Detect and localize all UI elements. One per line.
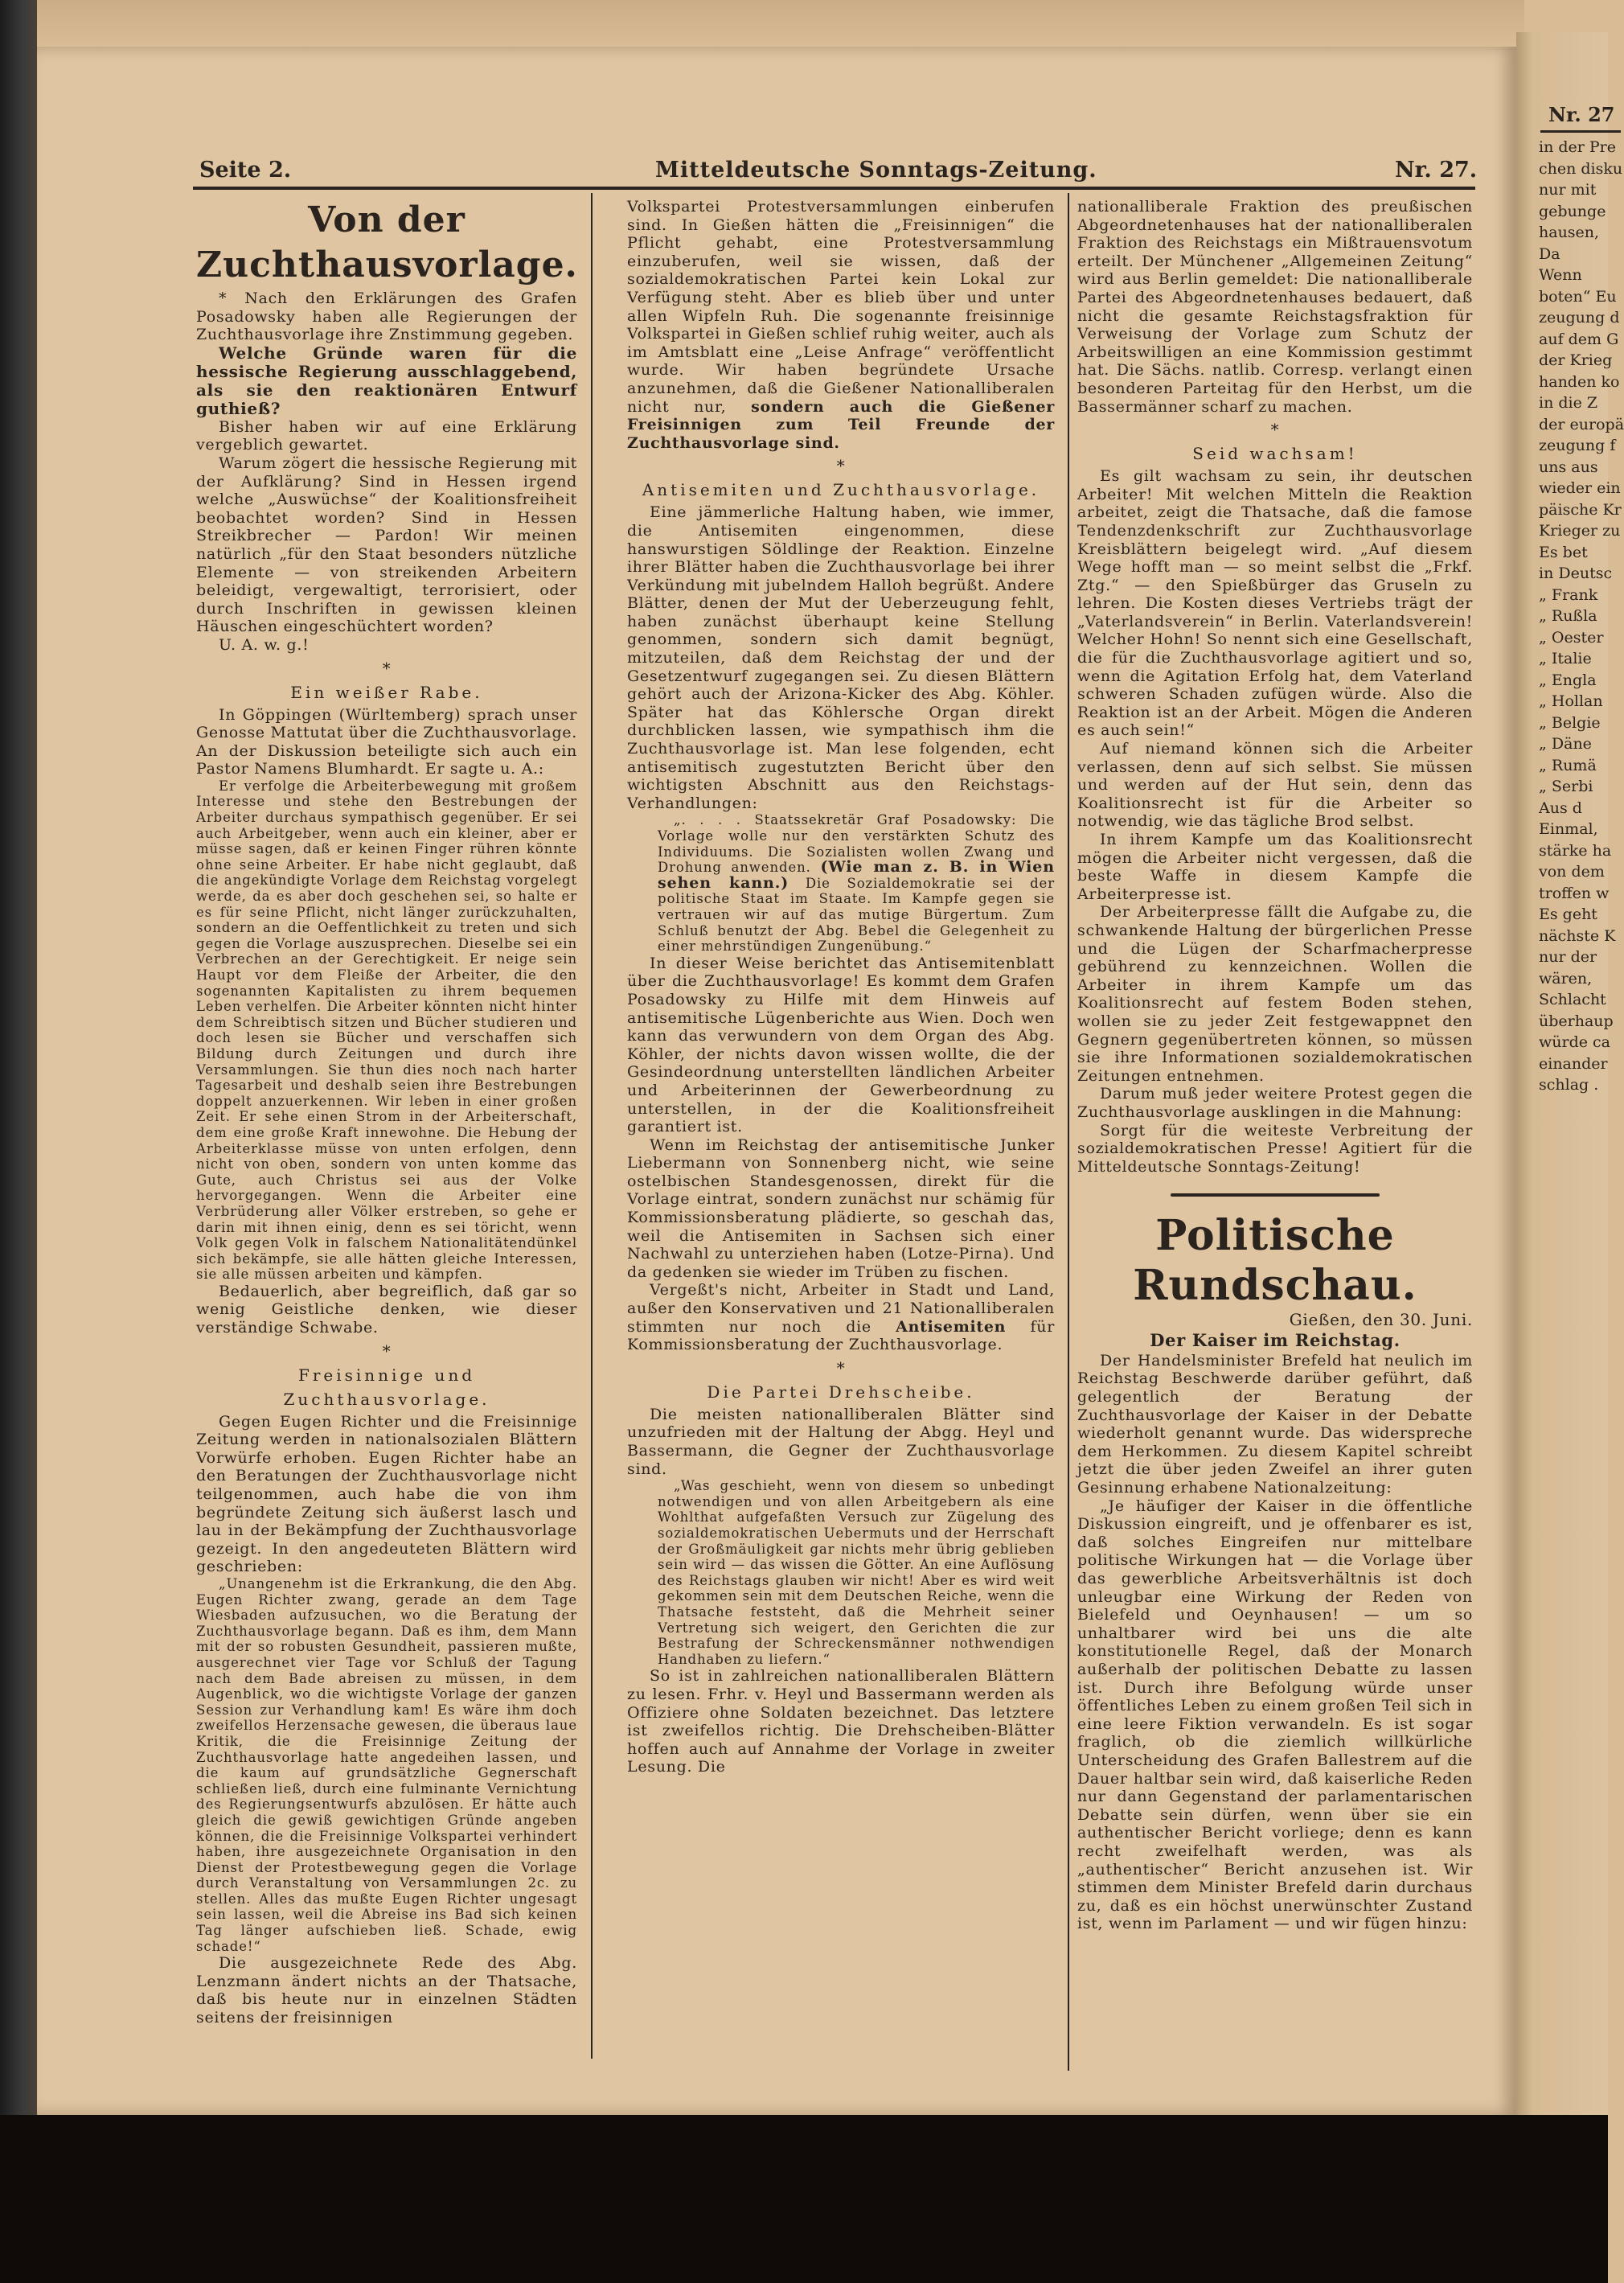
next-page-line: Es bet (1539, 543, 1588, 561)
paragraph-continued (627, 198, 1055, 452)
paragraph: In dieser Weise berichtet das Antisemitenblatt über die Zuchthausvorlage! Es kommt dem Grafen Posadowsky zu Hilfe mit dem Hinweis auf antisemitische Lügenberichte aus Wien. Doch wen kann das verwundern von dem Organ des Abg. Köhler, der nichts davon wissen wollte, die der Gesindeordnung unterstellten ländlichen Arbeiter und Arbeiterinnen der Gewerbeordnung zu unterstellen, in der die Koalitionsfreiheit garantiert ist. (627, 954, 1055, 1136)
next-page-line: troffen w (1539, 884, 1610, 902)
next-page-line: „ Frank (1539, 585, 1598, 604)
next-page-text (1539, 137, 1624, 1096)
paragraph: Warum zögert die hessische Regierung mit der Aufklärung? Sind in Hessen irgend welche „Auswüchse“ der Koalitionsfreiheit beobachtet worden? Sind in Hessen Streikbrecher — Pardon! Wir meinen natürlich „für den Staat besonders nützliche Elemente — von streikenden Arbeitern beleidigt, vergewaltigt, terrorisiert, oder durch Inschriften in gewissen kleinen Häuschen eingeschüchtert worden? (196, 454, 577, 636)
next-page-line: der Krieg (1539, 351, 1613, 369)
next-page-line: „ Serbi (1539, 778, 1593, 795)
next-page-line: nur mit (1539, 181, 1597, 199)
paragraph: Eine jämmerliche Haltung haben, wie immer, die Antisemiten eingenommen, diese hanswurstigen Söldlinge der Reaktion. Einzelne ihrer Blätter haben die Zuchthausvorlage bei ihrer Verkündung mit jubelndem Halloh begrüßt. Andere Blätter, denen der Mut der Ueberzeugung fehlt, haben zunächst überhaupt keine Stellung genommen, sondern sich damit begnügt, mitzuteilen, daß dem Reichstag der und der Gesetzentwurf zugegangen sei. Zu diesen Blättern gehört auch der Arizona-Kicker des Abg. Köhler. Später hat das Köhlersche Organ direkt durchblicken lassen, wie sympathisch ihm die Zuchthausvorlage ist. Man lese folgenden, echt antisemitisch zugestutzten Bericht über den wichtigsten Abschnitt aus den Reichstags-Verhandlungen: (627, 503, 1055, 812)
book-binding (0, 0, 37, 2283)
next-page-line: „ Däne (1539, 735, 1592, 753)
quoted-text (627, 812, 1055, 954)
next-page-line: in der Pre (1539, 138, 1616, 156)
next-page-line: Es geht (1539, 905, 1597, 923)
next-page-line: „ Oester (1539, 628, 1604, 647)
column-divider (1068, 193, 1069, 2071)
next-page-line: Schlacht (1539, 991, 1606, 1008)
paragraph: Wenn im Reichstag der antisemitische Junker Liebermann von Sonnenberg nicht, wie seine ostelbischen Standesgenossen, direkt für die Vorlage eintrat, sondern zunächst nur schämig für Kommissionsberatung plädierte, so geschah das, weil die Antisemiten in Sachsen sich einer Nachwahl zu unterziehen haben (Lotze-Pirna). Und da gedenken sie wieder im Trüben zu fischen. (627, 1135, 1055, 1281)
next-page-line: „ Engla (1539, 671, 1597, 689)
next-page-rule (1540, 130, 1621, 133)
next-page-line: von dem (1539, 863, 1605, 881)
page-top-edge (37, 0, 1524, 47)
next-page-line: handen ko (1539, 372, 1620, 391)
next-page-issue: Nr. 27 (1548, 103, 1615, 126)
next-page-line: einander (1539, 1054, 1608, 1073)
next-page-line: zeugung f (1539, 437, 1616, 454)
next-page-line: „ Hollan (1539, 692, 1603, 710)
column-divider (591, 193, 593, 2059)
next-page-line: chen disku (1539, 159, 1623, 178)
paragraph: Auf niemand können sich die Arbeiter verlassen, denn auf sich selbst. Sie müssen und werden auf der Hut sein, denn das Koalitionsrecht ist für die Arbeiter so notwendig, wie das tägliche Brod selbst. (1077, 740, 1473, 831)
page-number: Seite 2. (199, 158, 292, 183)
next-page-line: „ Italie (1539, 650, 1592, 667)
column-1 (196, 198, 577, 2047)
text: Die Sozialdemokratie sei der politische Staat im Staate. Im Kampfe gegen sie vertrauen wir auf das mutige Bürgertum. Zum Schluß benutzt der Abg. Bebel die Gelegenheit zu einer mehrstündigen Zungenübung.“ (658, 875, 1055, 955)
next-page-edge (1516, 32, 1624, 2115)
paragraph: „Je häufiger der Kaiser in die öffentliche Diskussion eingreift, und je offenbarer es ist, daß solches Eingreifen nur mittelbare politische Wirkungen hat — die Vorlage über das gewerbliche Arbeitsverhältnis ist doch unleugbar eine Wirkung der Reden von Bielefeld und Oeynhausen! — um so unhaltbarer wird bei uns die alte konstitutionelle Regel, daß der Monarch außerhalb der politischen Debatte zu lassen ist. Durch ihre Befolgung würde unser öffentliches Leben zu einem großen Teil sich in eine leere Fiktion verwandeln. Es ist sogar fraglich, ob die ziemlich willkürliche Unterscheidung des Grafen Ballestrem auf die Dauer haltbar sein wird, daß kaiserliche Reden nur dann Gegenstand der parlamentarischen Debatte sein dürfen, wenn über sie ein authentischer Bericht vorliege; denn es kann recht zweifelhaft werden, was als „authentischer“ Bericht anzusehen ist. Wir stimmen dem Minister Brefeld darin durchaus zu, daß es ein höchst unerwünschter Zustand ist, wenn im Parlament — und wir fügen hinzu: (1077, 1497, 1473, 1933)
section-separator: * (1270, 420, 1280, 440)
section-headline: Politische Rundschau. (1133, 1211, 1417, 1311)
paragraph: Bisher haben wir auf eine Erklärung vergeblich gewartet. (196, 417, 577, 454)
next-page-line: nur der (1539, 948, 1597, 966)
issue-number: Nr. 27. (1395, 158, 1478, 183)
column-2 (627, 198, 1055, 2112)
column-3 (1077, 198, 1473, 2113)
section-title: Seid wachsam! (1192, 444, 1358, 464)
paragraph: Bedauerlich, aber begreiflich, daß gar so wenig Geistliche denken, wie dieser verständige Schwabe. (196, 1282, 577, 1337)
paragraph: Gegen Eugen Richter und die Freisinnige Zeitung werden in nationalsozialen Blättern Vorwürfe erhoben. Eugen Richter habe an den Beratungen der Zuchthausvorlage nicht teilgenommen, auch habe die von ihm begründete Zeitung sich äußerst lasch und lau in der Bekämpfung der Zuchthausvorlage gezeigt. In den angedeuteten Blättern wird geschrieben: (196, 1412, 577, 1576)
section-title: Freisinnige und Zuchthausvorlage. (283, 1365, 490, 1409)
paragraph: In ihrem Kampfe um das Koalitionsrecht mögen die Arbeiter nicht vergessen, daß die beste Waffe in diesem Kampfe die Arbeiterpresse ist. (1077, 831, 1473, 903)
emphasis: Antisemiten (896, 1317, 1007, 1336)
section-rule (1171, 1193, 1380, 1197)
section-separator: * (836, 456, 846, 476)
next-page-line: uns aus (1539, 458, 1598, 476)
next-page-line: in die Z (1539, 394, 1598, 412)
quoted-text: „Was geschieht, wenn von diesem so unbedingt notwendigen und von allen Arbeitgebern als eine Wohlthat aufgefaßten Versuch zur Zügelung des sozialdemokratischen Uebermuts und der Herrschaft der Großmäuligkeit gar nichts mehr übrig geblieben sein wird — das wissen die Götter. An eine Auflösung des Reichstags glauben wir nicht! Aber es wird weit gekommen sein mit dem Deutschen Reiche, wenn die Thatsache feststeht, daß die Mehrheit seiner Vertretung sich weigert, den Gerichten die zur Bestrafung der Schreckensmänner nothwendigen Handhaben zu liefern.“ (658, 1478, 1055, 1667)
article-question: Welche Gründe waren für die hessische Regierung ausschlaggebend, als sie den reaktionären Entwurf guthieß? (196, 343, 577, 418)
next-page-line: Einmal, (1539, 820, 1598, 838)
text: „. . . . Staatssekretär Graf Posadowsky: Die Vorlage wolle nur den verstärkten Schutz des Individuums. Die Sozialisten wollen Zwang und Drohung anwenden. (658, 812, 1055, 876)
scan-background (0, 2115, 1608, 2283)
section-title: Antisemiten und Zuchthausvorlage. (642, 480, 1040, 500)
paragraph: Die meisten nationalliberalen Blätter sind unzufrieden mit der Haltung der Abgg. Heyl und Bassermann, die Gegner der Zuchthausvorlage sind. (627, 1405, 1055, 1478)
next-page-line: wären, (1539, 969, 1593, 988)
next-page-line: schlag . (1539, 1076, 1599, 1094)
paragraph: Die ausgezeichnete Rede des Abg. Lenzmann ändert nichts an der Thatsache, daß bis heute nur in einzelnen Städten seitens der freisinnigen (196, 1954, 577, 2027)
next-page-line: hausen, (1539, 224, 1600, 241)
next-page-line: „ Belgie (1539, 713, 1601, 732)
sign-off: U. A. w. g.! (219, 635, 310, 654)
next-page-line: päische Kr (1539, 500, 1622, 519)
paragraph-continued: nationalliberale Fraktion des preußischen Abgeordnetenhauses hat der nationalliberalen Fraktion des Reichstags ein Mißtrauensvotum erteilt. Der Münchener „Allgemeinen Zeitung“ wird aus Berlin gemeldet: Die nationalliberale Partei des Abgeordnetenhauses bedauert, daß nicht die gesamte Reichstagsfraktion für Verweisung der Vorlage zum Schutz der Arbeitswilligen an eine Kommission gestimmt hat. Die Sächs. natlib. Corresp. verlangt einen besonderen Parteitag für den Herbst, um die Bassermänner scharf zu machen. (1077, 198, 1473, 416)
paragraph: Es gilt wachsam zu sein, ihr deutschen Arbeiter! Mit welchen Mitteln die Reaktion arbeitet, zeigt die Thatsache, daß die famose Tendenzdenkschrift zur Zuchthausvorlage Kreisblättern beigelegt wird. „Auf diesem Wege hofft man — so meint selbst die „Frkf. Ztg.“ — den Spießbürger das Gruseln zu lehren. Die Kosten dieses Vertriebs trägt der „Vaterlandsverein“ in Berlin. Vaterlandsverein! Welcher Hohn! So nennt sich eine Gesellschaft, die für die Zuchthausvorlage agitiert und so, wenn die Agitation Erfolg hat, dem Vaterland schweren Schaden zufügen würde. Also die Reaktion ist an der Arbeit. Mögen die Anderen es auch sein!“ (1077, 467, 1473, 740)
section-separator: * (382, 1341, 392, 1361)
next-page-line: boten“ Eu (1539, 287, 1617, 306)
paragraph (627, 1281, 1055, 1353)
section-title: Ein weißer Rabe. (290, 682, 483, 702)
paragraph: In Göppingen (Würltemberg) sprach unser Genosse Mattutat über die Zuchthausvorlage. An der Diskussion beteiligte sich auch ein Pastor Namens Blumhardt. Er sagte u. A.: (196, 705, 577, 778)
newspaper-title: Mitteldeutsche Sonntags-Zeitung. (655, 158, 1097, 183)
emphasis: (Wie man z. B. in Wien sehen kann.) (658, 858, 1055, 892)
text: Vergeßt's nicht, Arbeiter in Stadt und Land, außer den Konservativen und 21 Nationalliberalen stimmten nur noch die (627, 1281, 1055, 1336)
text: für Kommissionsberatung der Zuchthausvorlage. (627, 1317, 1055, 1354)
dateline: Gießen, den 30. Juni. (1289, 1310, 1473, 1330)
next-page-line: „ Rumä (1539, 756, 1597, 774)
next-page-line: in Deutsc (1539, 565, 1613, 582)
header-rule (193, 187, 1475, 190)
section-separator: * (836, 1357, 846, 1378)
next-page-line: der europä (1539, 415, 1624, 433)
next-page-line: Krieger zu (1539, 522, 1621, 540)
paragraph: Darum muß jeder weitere Protest gegen die Zuchthausvorlage ausklingen in die Mahnung: (1077, 1085, 1473, 1121)
article-title: Der Kaiser im Reichstag. (1150, 1329, 1400, 1350)
next-page-line: zeugung d (1539, 309, 1620, 326)
paragraph: So ist in zahlreichen nationalliberalen Blättern zu lesen. Frhr. v. Heyl und Bassermann werden als Offiziere ohne Soldaten bezeichnet. Das letztere ist zweifellos richtig. Die Drehscheiben-Blätter hoffen auch auf Annahme der Vorlage in zweiter Lesung. Die (627, 1667, 1055, 1776)
article-headline: Von der Zuchthausvorlage. (196, 199, 578, 285)
paragraph: Der Arbeiterpresse fällt die Aufgabe zu, die schwankende Haltung der bürgerlichen Presse und die Lügen der Scharfmacherpresse gebührend zu kennzeichnen. Wollen die Arbeiter in ihrem Kampfe um das Koalitionsrecht auf festem Boden stehen, wollen sie zu jeder Zeit festgewappnet den Gegnern gegenübertreten können, so müssen sie ihre Informationen sozialdemokratischen Zeitungen entnehmen. (1077, 903, 1473, 1085)
next-page-line: nächste K (1539, 926, 1616, 945)
text: Volkspartei Protestversammlungen einberufen sind. In Gießen hätten die „Freisinnigen“ die Pflicht gehabt, eine Protestversammlung einzuberufen, weil sie wissen, daß der sozialdemokratischen Partei kein Lokal zur Verfügung steht. Aber es blieb über und unter allen Wipfeln Ruh. Die sogenannte freisinnige Volkspartei in Gießen schlief ruhig weiter, auch als im Amtsblatt eine „Leise Anfrage“ veröffentlicht wurde. Wir haben begründete Ursache anzunehmen, daß die Gießener Nationalliberalen nicht nur, (627, 198, 1055, 416)
section-title: Die Partei Drehscheibe. (707, 1382, 975, 1402)
next-page-line: Da (1539, 244, 1560, 263)
next-page-line: überhaup (1539, 1012, 1614, 1030)
quoted-speech: Er verfolge die Arbeiterbewegung mit großem Interesse und stehe den Bestrebungen der Arbeiter durchaus sympathisch gegenüber. Er sei auch Arbeitgeber, wenn auch ein kleiner, aber er müsse sagen, daß er keinen Finger rühren könnte ohne seine Arbeiter. Er habe nicht geglaubt, daß die angekündigte Vorlage dem Reichstag vorgelegt werde, da es aber doch geschehen sei, so halte er es für seine Pflicht, nicht länger zurückzuhalten, sondern an die Oeffentlichkeit zu treten und sich gegen die Vorlage auszusprechen. Dieselbe sei ein Verbrechen an der Gerechtigkeit. Er neige sein Haupt vor dem Fleiße der Arbeiter, die den sogenannten Kapitalisten zu ihrem bequemen Leben verhelfen. Die Arbeiter könnten nicht hinter dem Schreibtisch sitzen und Bücher studieren und doch lesen sie Bücher und verschaffen sich Bildung durch Zeitungen und durch ihre Versammlungen. Sie thun dies noch nach harter Tagesarbeit und deshalb seien ihre Bestrebungen doppelt anzuerkennen. Wir leben in einer großen Zeit. Er sehe einen Strom in der Arbeiterschaft, dem eine große Kraft innewohne. Die Hebung der Arbeiterklasse müsse von unten erfolgen, denn nicht von oben, sondern von unten komme das Gute, auch Christus sei aus der Volke hervorgegangen. Wenn die Arbeiter eine Verbrüderung aller Völker erstreben, so gehe er darin mit ihnen einig, denn es sei töricht, wenn Volk gegen Volk in falschem Nationalitätendünkel sich bekämpfe, sie alle hätten gleiche Interessen, sie alle müssen arbeiten und kämpfen. (196, 778, 577, 1283)
next-page-line: auf dem G (1539, 330, 1619, 348)
next-page-line: gebunge (1539, 202, 1606, 220)
next-page-line: würde ca (1539, 1033, 1610, 1051)
emphasis: sondern auch die Gießener Freisinnigen zum Teil Freunde der Zuchthausvorlage sind. (627, 397, 1055, 452)
quoted-text: „Unangenehm ist die Erkrankung, die den Abg. Eugen Richter zwang, gerade an dem Tage Wiesbaden aufzusuchen, wo die Beratung der Zuchthausvorlage begann. Daß es ihm, dem Mann mit der so robusten Gesundheit, passieren mußte, ausgerechnet vier Tage vor Schluß der Tagung nach dem Bade abreisen zu müssen, in dem Augenblick, wo die wichtigste Vorlage der ganzen Session zur Verhandlung kam! Es wäre ihm doch zweifellos Herzensache gewesen, die überaus laue Kritik, die die Freisinnige Zeitung der Zuchthausvorlage hatte angedeihen lassen, und die kaum auf grundsätzliche Gegnerschaft schließen ließ, durch eine fulminante Vernichtung des Regierungsentwurfs abzulösen. Er hätte auch gleich die gewiß gewichtigen Gründe angeben können, die die Freisinnige Volkspartei verhindert haben, ihre ausgezeichnete Organisation in den Dienst der Protestbewegung gegen die Vorlage durch Veranstaltung von Versammlungen 2c. zu stellen. Alles das mußte Eugen Richter ungesagt sein lassen, weil die Abreise ins Bad sich keinen Tag länger aufschieben ließ. Schade, ewig schade!“ (196, 1576, 577, 1954)
next-page-line: Wenn (1539, 266, 1582, 284)
paragraph: Der Handelsminister Brefeld hat neulich im Reichstag Beschwerde darüber geführt, daß gelegentlich der Beratung der Zuchthausvorlage der Kaiser in der Debatte wiederholt genannt wurde. Das widerspreche dem Herkommen. Zu diesem Kapitel schreibt jetzt die über jeden Zweifel an ihrer guten Gesinnung erhabene Nationalzeitung: (1077, 1351, 1473, 1497)
article-intro: * Nach den Erklärungen des Grafen Posadowsky haben alle Regierungen der Zuchthausvorlage ihre Znstimmung gegeben. (196, 289, 577, 344)
next-page-line: Aus d (1539, 799, 1582, 817)
next-page-line: stärke ha (1539, 841, 1612, 860)
paragraph: Sorgt für die weiteste Verbreitung der sozialdemokratischen Presse! Agitiert für die Mitteldeutsche Sonntags-Zeitung! (1077, 1121, 1473, 1176)
next-page-line: wieder ein (1539, 479, 1621, 497)
section-separator: * (382, 658, 392, 678)
next-page-line: „ Rußla (1539, 607, 1597, 625)
